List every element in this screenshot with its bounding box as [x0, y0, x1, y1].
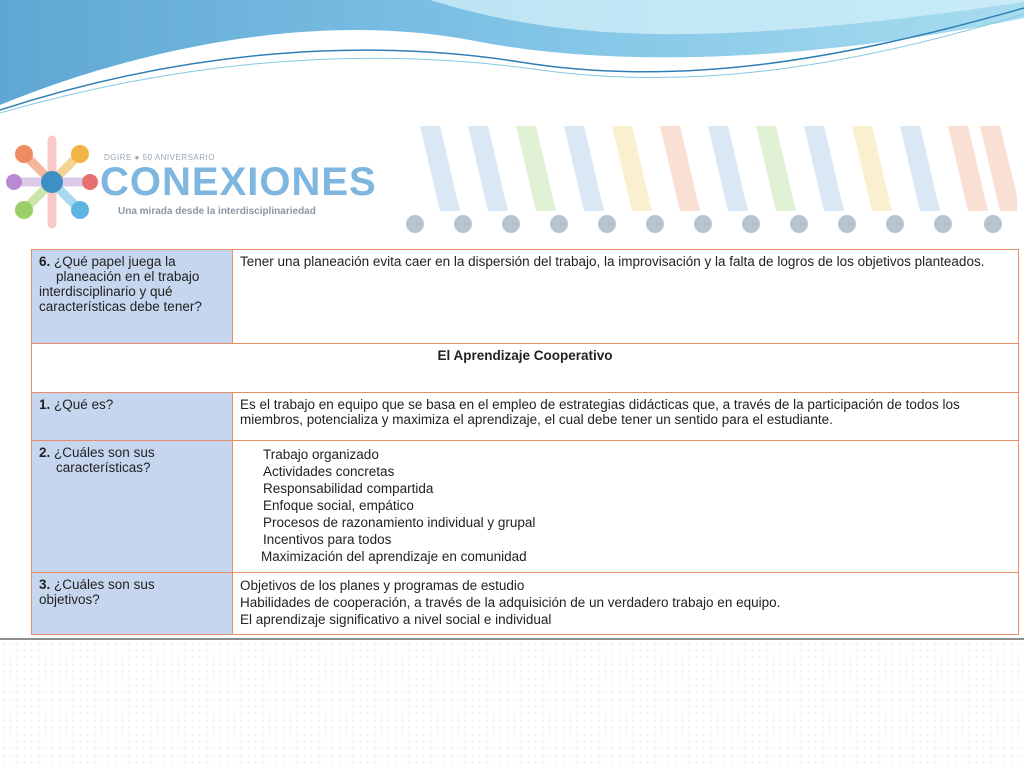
answer-cell-1: Es el trabajo en equipo que se basa en el empleo de estrategias didácticas que, a través de la participación de todos los miembros, potencializa y maximiza el aprendizaje, el cual debe tener un sentido para el estudiante. — [233, 393, 1019, 441]
background-pattern — [0, 640, 1024, 768]
list-item: Objetivos de los planes y programas de estudio — [240, 578, 525, 593]
list-item: Procesos de razonamiento individual y grupal — [263, 515, 536, 530]
question-text: características? — [56, 460, 151, 475]
cooperative-learning-table — [31, 249, 1019, 635]
list-item: Enfoque social, empático — [263, 498, 414, 513]
question-cell-2 — [32, 441, 233, 573]
table-row — [32, 393, 1019, 441]
question-number: 6. — [39, 254, 51, 269]
list-item: El aprendizaje significativo a nivel social e individual — [240, 612, 552, 627]
question-text: interdisciplinario y qué — [39, 284, 173, 299]
question-text: ¿Qué es? — [54, 397, 114, 412]
question-number: 2. — [39, 445, 51, 460]
question-text: características debe tener? — [39, 299, 202, 314]
question-text: planeación en el trabajo — [56, 269, 200, 284]
list-item: Incentivos para todos — [263, 532, 392, 547]
question-cell-3 — [32, 573, 233, 635]
table-row — [32, 250, 1019, 344]
list-item: Habilidades de cooperación, a través de la adquisición de un verdadero trabajo en equipo. — [240, 595, 781, 610]
list-item: Maximización del aprendizaje en comunidad — [261, 549, 527, 564]
question-number: 3. — [39, 577, 51, 592]
question-text: ¿Cuáles son sus — [54, 445, 155, 460]
brand-tagline: Una mirada desde la interdisciplinariedad — [118, 206, 316, 217]
table-row — [32, 344, 1019, 393]
decorative-stripes — [405, 126, 1017, 236]
question-text: ¿Qué papel juega la — [54, 254, 176, 269]
section-heading: El Aprendizaje Cooperativo — [32, 344, 1019, 393]
brand-title: CONEXIONES — [100, 160, 377, 204]
question-number: 1. — [39, 397, 51, 412]
table-row — [32, 573, 1019, 635]
answer-cell-2 — [233, 441, 1019, 573]
dgire-overline: DGIRE ● 50 ANIVERSARIO — [104, 153, 215, 162]
table-row — [32, 441, 1019, 573]
conexiones-logo-icon — [4, 132, 100, 232]
list-item: Trabajo organizado — [263, 447, 379, 462]
conexiones-banner — [0, 124, 1024, 244]
top-wave-decoration — [0, 0, 1024, 120]
answer-cell-3 — [233, 573, 1019, 635]
question-text: objetivos? — [39, 592, 100, 607]
question-cell-6 — [32, 250, 233, 344]
answer-cell-6: Tener una planeación evita caer en la dispersión del trabajo, la improvisación y la falta de logros de los objetivos planteados. — [233, 250, 1019, 344]
question-cell-1 — [32, 393, 233, 441]
list-item: Responsabilidad compartida — [263, 481, 434, 496]
slide-content — [0, 124, 1024, 640]
question-text: ¿Cuáles son sus — [54, 577, 155, 592]
list-item: Actividades concretas — [263, 464, 395, 479]
